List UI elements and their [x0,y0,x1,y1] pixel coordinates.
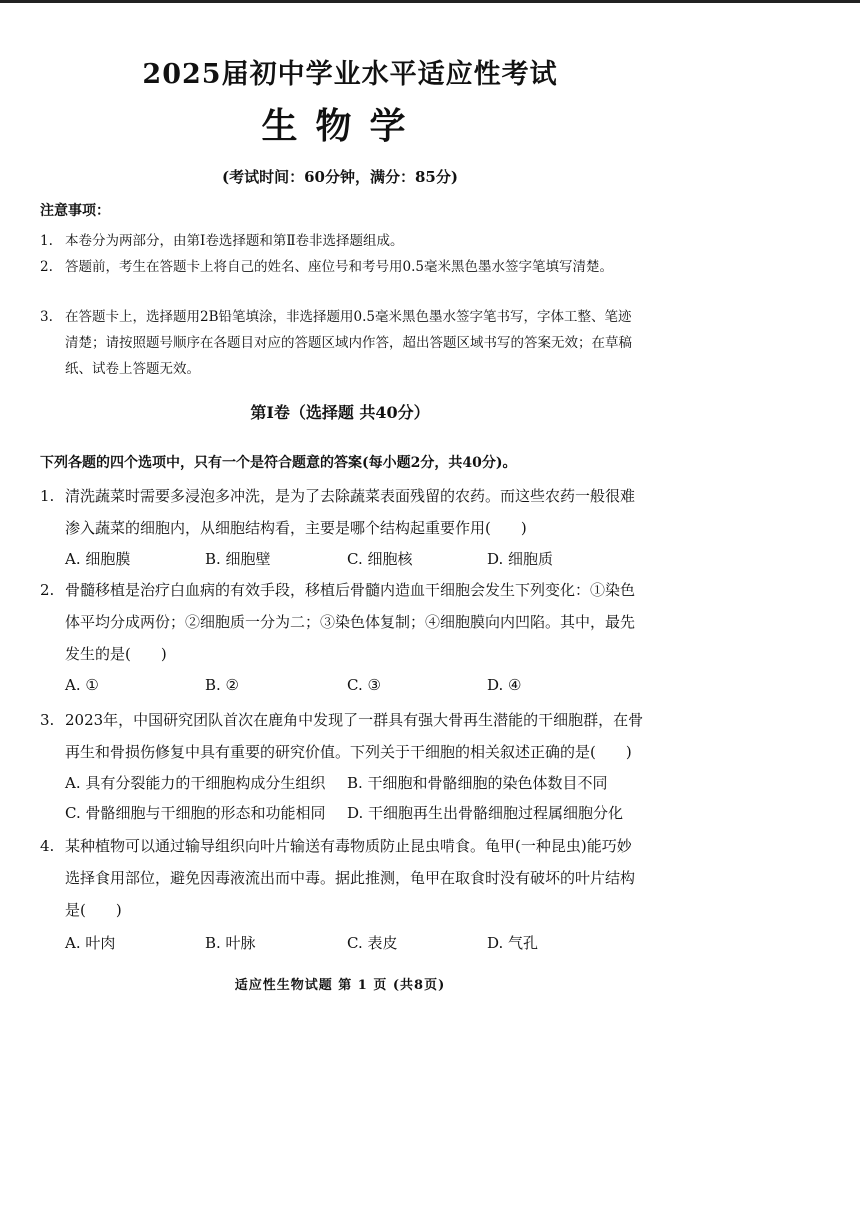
question-text: 骨髓移植是治疗白血病的有效手段，移植后骨髓内造血干细胞会发生下列变化：①染色体平均分成两份；②细胞质一分为二；③染色体复制；④细胞膜向内凹陷。其中，最先发生的是( ) [65,581,636,663]
option-c: C. 骨骼细胞与干细胞的形态和功能相同 [65,804,326,822]
exam-time-score: (考试时间：60分钟，满分：85分) [222,168,458,186]
question-number: 2. [40,581,55,599]
question-text: 某种植物可以通过输导组织向叶片输送有毒物质防止昆虫啃食。龟甲(一种昆虫)能巧妙选择食用部位，避免因毒液流出而中毒。据此推测，龟甲在取食时没有破坏的叶片结构是( ) [65,837,636,919]
question-number: 4. [40,837,55,855]
question-text: 清洗蔬菜时需要多浸泡多冲洗，是为了去除蔬菜表面残留的农药。而这些农药一般很难渗入蔬菜的细胞内，从细胞结构看，主要是哪个结构起重要作用( ) [65,487,636,537]
section-instructions: 下列各题的四个选项中，只有一个是符合题意的答案(每小题2分，共40分)。 [40,455,517,471]
question-4-options [65,932,665,956]
option-a: A. 具有分裂能力的干细胞构成分生组织 [65,774,326,792]
question-2-options [65,676,665,700]
top-border-line [0,0,860,3]
option-b: B. 叶脉 [205,934,256,952]
notice-heading: 注意事项： [40,203,110,219]
exam-title: 2025届初中学业水平适应性考试 [142,59,558,90]
question-3-options-row2 [65,802,665,826]
question-3-options-row1 [65,772,665,796]
option-b: B. ② [205,676,240,694]
option-c: C. ③ [347,676,381,694]
notice-item [40,304,640,382]
question-number: 1. [40,487,55,505]
option-b: B. 干细胞和骨骼细胞的染色体数目不同 [347,774,608,792]
notice-item [40,254,640,280]
notice-text: 答题前，考生在答题卡上将自己的姓名、座位号和考号用0.5毫米黑色墨水签字笔填写清楚。 [65,259,613,275]
notice-item [40,228,640,254]
option-a: A. 细胞膜 [65,550,131,568]
option-b: B. 细胞壁 [205,550,271,568]
question-3 [40,704,645,768]
page-footer: 适应性生物试题 第 1 页 (共8页) [234,978,446,993]
notice-number: 1. [40,233,53,249]
question-2 [40,574,645,670]
option-d: D. 气孔 [487,934,539,952]
question-1-options [65,548,665,572]
section-title: 第Ⅰ卷（选择题 共40分） [250,403,430,422]
option-a: A. ① [65,676,99,694]
option-d: D. ④ [487,676,522,694]
notice-text: 本卷分为两部分，由第Ⅰ卷选择题和第Ⅱ卷非选择题组成。 [65,233,404,249]
option-c: C. 表皮 [347,934,398,952]
option-a: A. 叶肉 [65,934,116,952]
option-d: D. 细胞质 [487,550,554,568]
question-4 [40,830,645,926]
notice-number: 3. [40,309,53,325]
question-number: 3. [40,711,55,729]
question-1 [40,480,645,544]
option-d: D. 干细胞再生出骨骼细胞过程属细胞分化 [347,804,624,822]
notice-text: 在答题卡上，选择题用2B铅笔填涂，非选择题用0.5毫米黑色墨水签字笔书写，字体工整、笔迹清楚；请按照题号顺序在各题目对应的答题区域内作答，超出答题区域书写的答案无效；在草稿纸、试卷上答题无效。 [65,309,632,377]
option-c: C. 细胞核 [347,550,413,568]
notice-number: 2. [40,259,53,275]
question-text: 2023年，中国研究团队首次在鹿角中发现了一群具有强大骨再生潜能的干细胞群，在骨再生和骨损伤修复中具有重要的研究价值。下列关于干细胞的相关叙述正确的是( ) [65,711,644,761]
subject-title: 生物学 [261,105,424,147]
